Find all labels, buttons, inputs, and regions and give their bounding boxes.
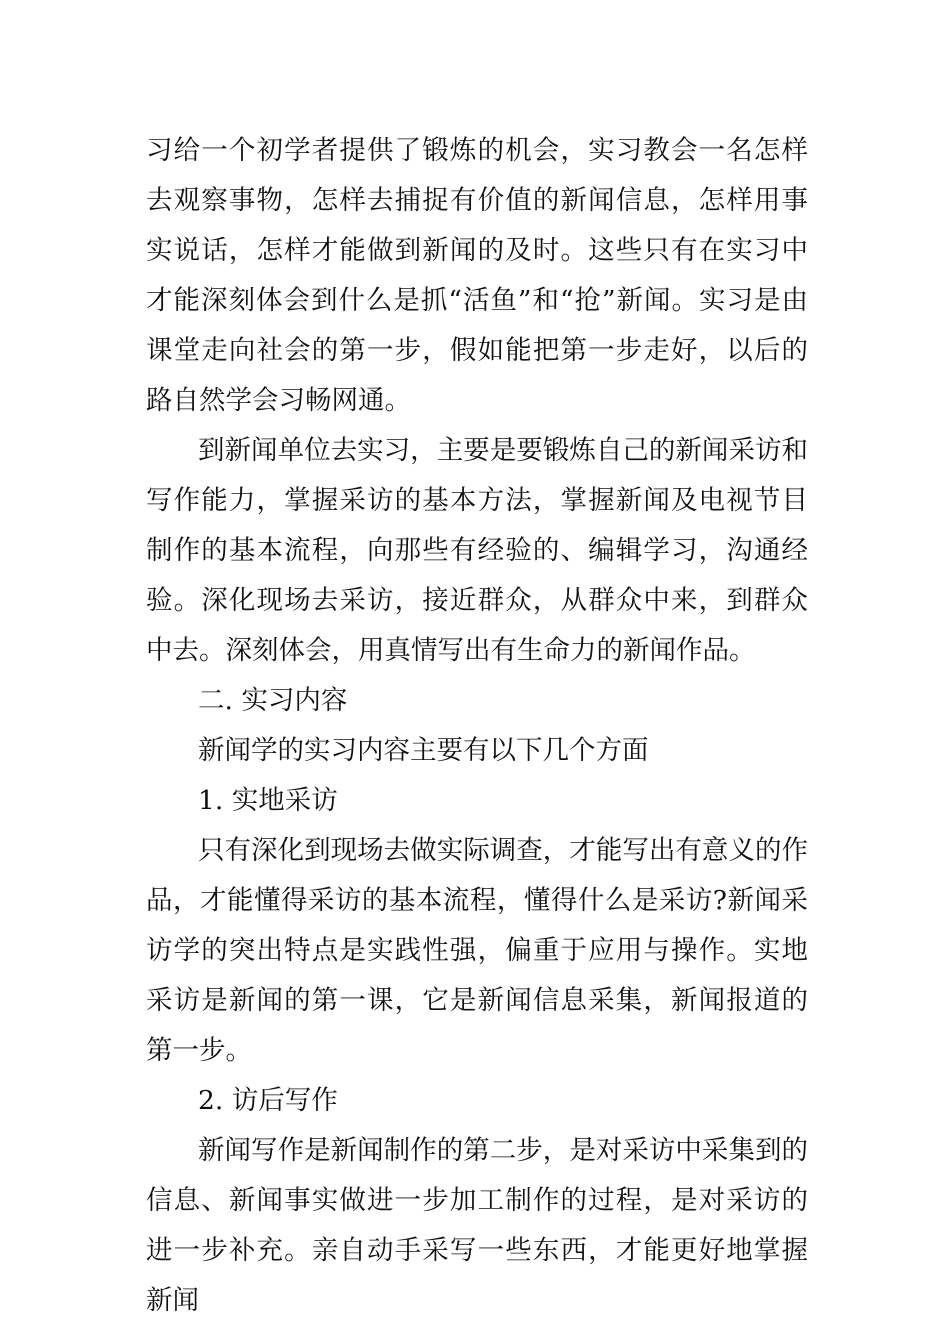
section-intro: 新闻学的实习内容主要有以下几个方面 [198,735,649,766]
paragraph-1: 习给一个初学者提供了锻炼的机会，实习教会一名怎样去观察事物，怎样去捕捉有价值的新闻信息，怎样用事实说话，怎样才能做到新闻的及时。这些只有在实习中才能深刻体会到什么是抓“活鱼”和“抢”新闻。实习是由课堂走向社会的第一步，假如能把第一步走好，以后的路自然学会习畅网通。 [146,135,808,416]
subheading-field-interview: 1. 实地采访 [198,785,338,816]
section-heading-content: 二. 实习内容 [198,685,348,716]
paragraph-3: 只有深化到现场去做实际调查，才能写出有意义的作品，才能懂得采访的基本流程，懂得什么是采访?新闻采访学的突出特点是实践性强，偏重于应用与操作。实地采访是新闻的第一课，它是新闻信息采集，新闻报道的第一步。 [146,835,808,1066]
paragraph-4: 新闻写作是新闻制作的第二步，是对采访中采集到的信息、新闻事实做进一步加工制作的过程，是对采访的进一步补充。亲自动手采写一些东西，才能更好地掌握新闻 [146,1135,808,1316]
subheading-post-interview-writing: 2. 访后写作 [198,1085,338,1116]
document-body [146,126,808,1326]
paragraph-2: 到新闻单位去实习，主要是要锻炼自己的新闻采访和写作能力，掌握采访的基本方法，掌握新闻及电视节目制作的基本流程，向那些有经验的、编辑学习，沟通经验。深化现场去采访，接近群众，从群众中来，到群众中去。深刻体会，用真情写出有生命力的新闻作品。 [146,435,808,666]
